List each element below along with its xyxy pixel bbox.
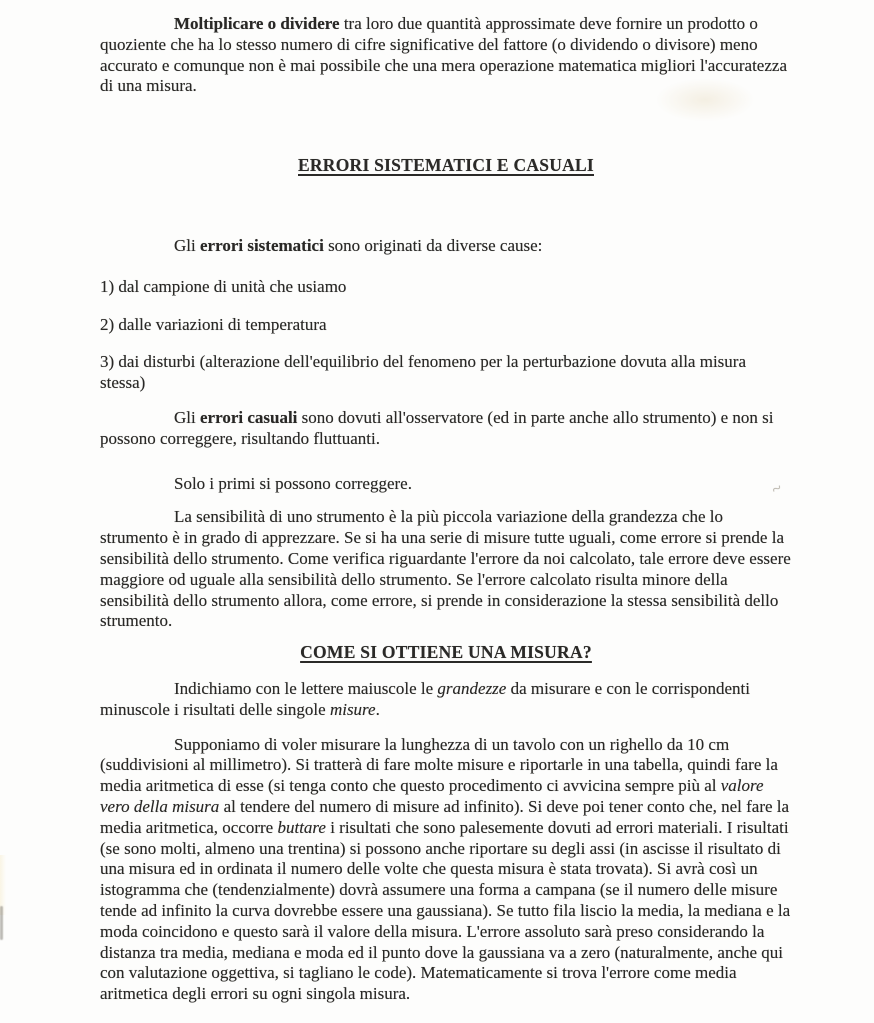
list-item-cause-2: 2) dalle variazioni di temperatura — [100, 314, 327, 334]
random-lead: Gli — [174, 407, 200, 427]
notation-italic-misure: misure — [329, 699, 376, 719]
notation-s2: da misurare e con le corrispondenti minuscole i risultati delle singole — [100, 678, 750, 719]
heading-come-si-ottiene-misura — [100, 642, 792, 663]
random-bold: errori casuali — [199, 407, 298, 427]
list-item-cause-3: 3) dai disturbi (alterazione dell'equilibrio del fenomeno per la perturbazione dovuta alla misura stessa) — [100, 352, 746, 393]
procedure-italic-valore-vero: valore vero della misura — [100, 776, 764, 816]
procedure-italic-buttare: buttare — [277, 817, 326, 837]
systematic-bold: errori sistematici — [199, 235, 324, 255]
list-item-cause-1: 1) dal campione di unità che usiamo — [100, 276, 347, 296]
scan-edge-mark — [0, 906, 3, 940]
systematic-rest: sono originati da diverse cause: — [323, 235, 543, 255]
random-rest: sono dovuti all'osservatore (ed in parte anche allo strumento) e non si possono correggere, risultando fluttuanti. — [100, 407, 774, 448]
paragraph-errori-sistematici — [100, 236, 792, 257]
paragraph-errori-casuali — [100, 408, 792, 450]
paragraph-moltiplicare-dividere — [100, 0, 792, 97]
procedure-s1: Supponiamo di voler misurare la lunghezza di un tavolo con un righello da 10 cm (suddivisioni al millimetro). Si tratterà di fare molte misure e riportarle in una tabella, quindi fare la media aritmetica di esse (si tenga conto che questo procedimento ci avvicina sempre più al — [100, 734, 778, 796]
paragraph-indichiamo — [100, 679, 792, 721]
notation-s1: Indichiamo con le lettere maiuscole le — [174, 678, 438, 698]
scan-squiggle-artifact: ~ — [768, 477, 786, 500]
procedure-s2: al tendere del numero di misure ad infinito). Si deve poi tener conto che, nel fare la media aritmetica, occorre — [100, 796, 790, 837]
paragraph-supponiamo-procedura — [100, 735, 792, 1005]
intro-text: tra loro due quantità approssimate deve fornire un prodotto o quoziente che ha lo stesso numero di cifre significative del fattore (o dividendo o divisore) meno accurato e comunque non è mai possibile che una mera operazione matematica migliori l'accuratezza di una misura. — [100, 14, 787, 96]
intro-bold-lead: Moltiplicare o dividere — [174, 14, 340, 33]
paragraph-sensibilita: La sensibilità di uno strumento è la più piccola variazione della grandezza che lo strumento è in grado di apprezzare. Se si ha una serie di misure tutte uguali, come errore si prende la sensibilità dello strumento. Come verifica riguardante l'errore da noi calcolato, tale errore deve essere maggiore od uguale alla sensibilità dello strumento. Se l'errore calcolato risulta minore della sensibilità dello strumento allora, come errore, si prende in considerazione la stessa sensibilità dello strumento. — [100, 507, 791, 631]
systematic-lead: Gli — [174, 235, 200, 255]
heading-errori-text: ERRORI SISTEMATICI E CASUALI — [298, 155, 594, 176]
paragraph-solo-primi: Solo i primi si possono correggere. — [174, 473, 412, 493]
document-content — [100, 0, 792, 1005]
notation-italic-grandezze: grandezze — [437, 678, 507, 698]
notation-s3: . — [375, 699, 380, 719]
heading-errori-sistematici-casuali — [100, 155, 792, 176]
procedure-s3: i risultati che sono palesemente dovuti ad errori materiali. I risultati (se sono molti, almeno una trentina) si possono anche riportare su degli assi (in ascisse il risultato di una misura ed in ordinata il numero delle volte che questa misura è stata trovata). Si avrà così un istogramma che (tendenzialmente) dovrà assumere una forma a campana (se il numero delle misure tende ad infinito la curva dovrebbe essere una gaussiana). Se tutto fila liscio la media, la mediana e la moda coincidono e questo sarà il valore della misura. L'errore assoluto sarà preso considerando la distanza tra media, mediana e moda ed il punto dove la gaussiana va a zero (naturalmente, anche qui con valutazione oggettiva, si tagliano le code). Matematicamente si trova l'errore come media aritmetica degli errori su ogni singola misura. — [100, 817, 791, 1004]
heading-misura-text: COME SI OTTIENE UNA MISURA? — [300, 642, 592, 663]
